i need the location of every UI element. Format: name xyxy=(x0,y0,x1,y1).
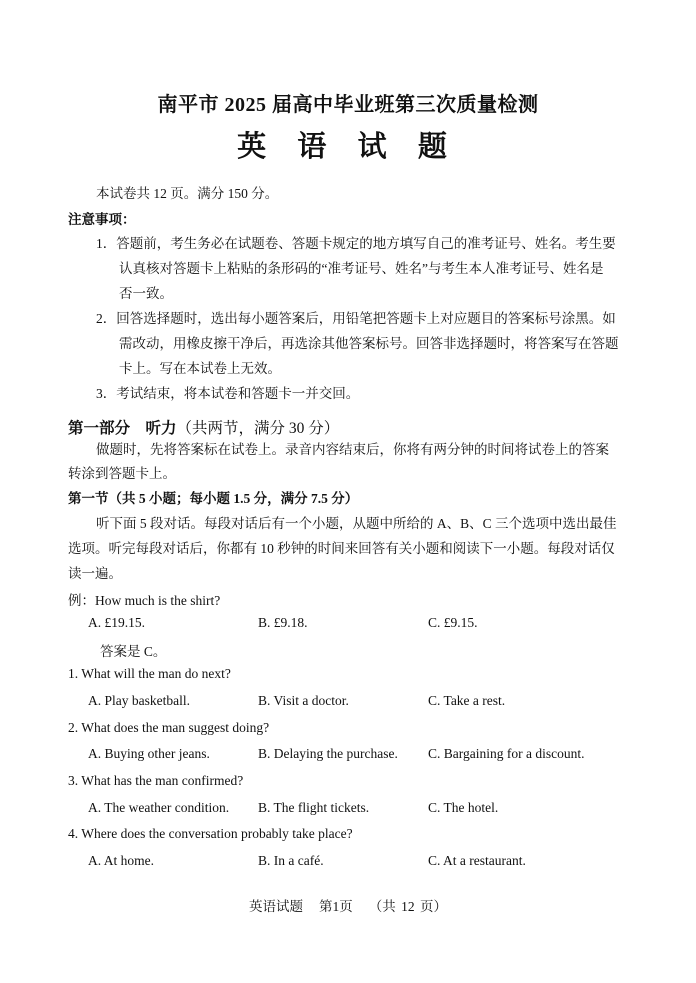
footer-total-pages: （共 12 页） xyxy=(368,899,447,914)
question-3-option-b: B. The flight tickets. xyxy=(258,800,370,815)
question-1-option-a: A. Play basketball. xyxy=(88,693,190,708)
part-1-instructions-line-1: 做题时，先将答案标在试卷上。录音内容结束后，你将有两分钟的时间将试卷上的答案 xyxy=(96,442,609,457)
question-3-option-c: C. The hotel. xyxy=(428,800,499,815)
question-4: 4. Where does the conversation probably take place? xyxy=(68,826,353,841)
part-1-instructions-line-2: 转涂到答题卡上。 xyxy=(68,466,176,481)
page-footer xyxy=(0,895,696,915)
section-1-instructions-line-3: 读一遍。 xyxy=(68,566,122,581)
question-4-option-a: A. At home. xyxy=(88,853,154,868)
question-4-option-c: C. At a restaurant. xyxy=(428,853,526,868)
notes-heading: 注意事项： xyxy=(68,212,136,227)
footer-page-number: 第1页 xyxy=(319,899,353,914)
note-1-line-1: 1．答题前，考生务必在试题卷、答题卡规定的地方填写自己的准考证号、姓名。考生要 xyxy=(96,236,616,251)
note-1-line-3: 否一致。 xyxy=(119,286,173,301)
question-1: 1. What will the man do next? xyxy=(68,666,231,681)
part-1-heading xyxy=(68,416,339,438)
example-question: 例：How much is the shirt? xyxy=(68,593,221,608)
note-3: 3．考试结束，将本试卷和答题卡一并交回。 xyxy=(96,386,360,401)
example-answer: 答案是 C。 xyxy=(100,644,167,659)
question-1-option-b: B. Visit a doctor. xyxy=(258,693,349,708)
exam-title: 南平市 2025 届高中毕业班第三次质量检测 xyxy=(157,94,539,116)
question-4-option-b: B. In a café. xyxy=(258,853,324,868)
example-option-b: B. £9.18. xyxy=(258,615,308,630)
subject-title: 英 语 试 题 xyxy=(237,131,459,163)
part-1-heading-rest: （共两节，满分 30 分） xyxy=(176,420,340,437)
part-1-heading-bold: 第一部分 听力 xyxy=(68,420,177,437)
footer-subject: 英语试题 xyxy=(249,899,303,914)
question-2-option-b: B. Delaying the purchase. xyxy=(258,746,398,761)
question-2-option-a: A. Buying other jeans. xyxy=(88,746,210,761)
example-option-a: A. £19.15. xyxy=(88,615,145,630)
section-1-instructions-line-1: 听下面 5 段对话。每段对话后有一个小题，从题中所给的 A、B、C 三个选项中选出最佳 xyxy=(96,516,617,531)
note-2-line-2: 需改动，用橡皮擦干净后，再选涂其他答案标号。回答非选择题时，将答案写在答题 xyxy=(119,336,619,351)
intro-text: 本试卷共 12 页。满分 150 分。 xyxy=(96,186,279,201)
section-1-heading: 第一节（共 5 小题；每小题 1.5 分，满分 7.5 分） xyxy=(68,491,359,506)
note-2-line-1: 2．回答选择题时，选出每小题答案后，用铅笔把答题卡上对应题目的答案标号涂黑。如 xyxy=(96,311,616,326)
question-2-option-c: C. Bargaining for a discount. xyxy=(428,746,585,761)
question-2: 2. What does the man suggest doing? xyxy=(68,720,270,735)
note-1-line-2: 认真核对答题卡上粘贴的条形码的“准考证号、姓名”与考生本人准考证号、姓名是 xyxy=(119,261,604,276)
section-1-instructions-line-2: 选项。听完每段对话后，你都有 10 秒钟的时间来回答有关小题和阅读下一小题。每段对话仅 xyxy=(68,541,615,556)
question-3: 3. What has the man confirmed? xyxy=(68,773,244,788)
example-option-c: C. £9.15. xyxy=(428,615,478,630)
note-2-line-3: 卡上。写在本试卷上无效。 xyxy=(119,361,281,376)
question-3-option-a: A. The weather condition. xyxy=(88,800,230,815)
question-1-option-c: C. Take a rest. xyxy=(428,693,506,708)
